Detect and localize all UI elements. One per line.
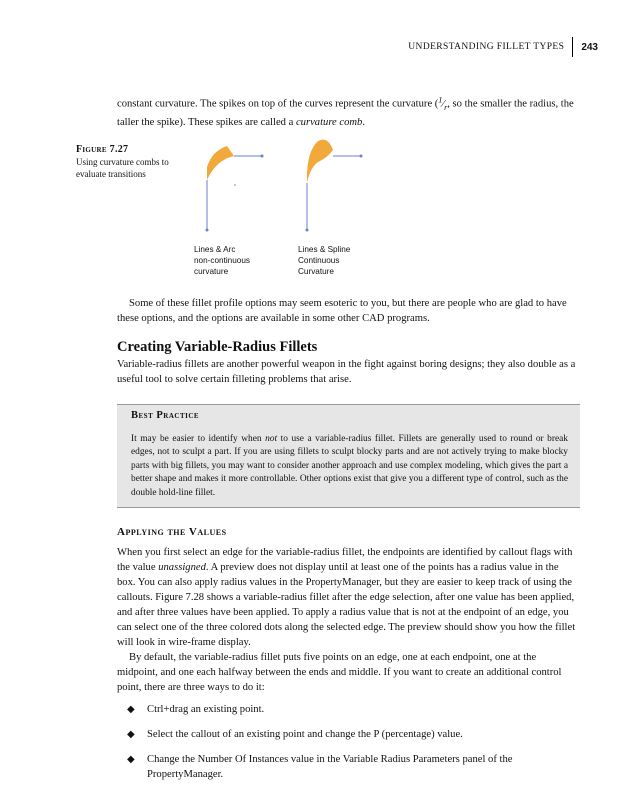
best-practice-title: Best Practice <box>131 410 200 421</box>
right-label-line-1: Lines & Spline <box>298 245 351 254</box>
figure-label: Figure 7.27 <box>76 144 129 155</box>
esoteric-paragraph <box>117 296 579 326</box>
curvature-comb-term: curvature comb <box>295 116 363 128</box>
fraction-denominator: r <box>444 102 448 112</box>
applying-p1-pre: When you first select an edge for the variable-radius fillet, the endpoints are identified by callout flags with the value <box>117 547 573 573</box>
variable-radius-paragraph <box>117 357 579 387</box>
arc-curvature-comb <box>207 146 234 180</box>
variable-radius-text: Variable-radius fillets are another powerful weapon in the fight against boring designs; they also double as a useful tool to solve certain filleting problems that arise. <box>117 359 576 385</box>
section-heading: Creating Variable-Radius Fillets <box>117 339 318 355</box>
best-practice-text <box>131 433 568 500</box>
left-label-line-1: Lines & Arc <box>194 245 236 254</box>
right-figure-label <box>298 244 350 277</box>
left-center-dot <box>234 184 236 186</box>
running-header <box>408 37 598 57</box>
subsection-heading: Applying the Values <box>117 526 227 538</box>
esoteric-text: Some of these fillet profile options may seem esoteric to you, but there are people who are glad to have these options, and the options are available in some other CAD programs. <box>117 298 567 324</box>
list-item-text: Ctrl+drag an existing point. <box>147 704 265 715</box>
bp-text-post: to use a variable-radius fillet. Fillets are generally used to round or break edges, not to sculpt a part. If you are using fillets to sculpt blocky parts and are not actively trying to make blocky parts with big fillets, you may want to consider another approach and use complex modeling, which gives the part a better shape and makes it more controllable. Other options exist that give you a different type of control, such as the double hold-line fillet. <box>131 434 568 498</box>
figure-caption <box>76 144 186 180</box>
applying-paragraph-2: By default, the variable-radius fillet puts five points on an edge, one at each endpoint, one at the midpoint, and one each halfway between the ends and middle. If you want to create an additional control point, there are three ways to do it: <box>117 652 562 693</box>
list-item <box>127 727 579 742</box>
figure-7-27 <box>190 138 390 283</box>
bp-emphasis: not <box>265 434 278 444</box>
list-item <box>127 752 579 782</box>
applying-p1-post: . A preview does not display until at least one of the points has a radius value in the box. You can also apply radius values in the PropertyManager, but they are easier to keep track of using the callouts. Figure 7.28 shows a variable-radius fillet after the edge selection, after one value has been applied, and after three values have been applied. To apply a radius value that is not at the endpoint of an edge, you can select one of the three colored dots along the selected edge. The preview should show you how the fillet will look in wire-frame display. <box>117 562 576 648</box>
bp-text-pre: It may be easier to identify when <box>131 434 266 444</box>
lines-spline-illustration <box>306 140 363 232</box>
unassigned-term: unassigned <box>158 562 206 573</box>
right-end-dot <box>306 229 309 232</box>
running-header-title: UNDERSTANDING FILLET TYPES <box>408 42 565 52</box>
left-label-line-2: non-continuous <box>194 256 250 265</box>
left-figure-label <box>194 244 250 277</box>
list-item-text: Change the Number Of Instances value in the Variable Radius Parameters panel of the PropertyManager. <box>147 754 513 780</box>
list-item <box>127 702 579 717</box>
intro-text-2: , so the smaller the radius, the taller the spike). These spikes are called a <box>117 98 574 128</box>
right-label-line-3: Curvature <box>298 267 334 276</box>
curvature-fraction: $^1⁄_r$ <box>438 95 448 112</box>
diamond-bullet-icon: ◆ <box>127 704 135 715</box>
applying-values-paragraphs <box>117 545 579 695</box>
right-end-dot-top <box>360 155 363 158</box>
diamond-bullet-icon: ◆ <box>127 754 135 765</box>
intro-text-1: constant curvature. The spikes on top of the curves represent the curvature ( <box>117 98 439 110</box>
header-divider <box>572 37 573 57</box>
applying-paragraph-1 <box>117 545 579 650</box>
fraction-numerator: 1 <box>438 95 443 104</box>
figure-caption-text: Using curvature combs to evaluate transitions <box>76 157 169 179</box>
best-practice-box <box>117 404 580 508</box>
intro-text-3: . <box>362 116 365 128</box>
spline-curvature-comb <box>307 140 333 183</box>
page-number: 243 <box>581 41 598 53</box>
diamond-bullet-icon: ◆ <box>127 729 135 740</box>
intro-paragraph <box>117 92 579 130</box>
list-item-text: Select the callout of an existing point and change the P (percentage) value. <box>147 729 463 740</box>
lines-arc-illustration <box>206 146 264 232</box>
left-end-dot <box>206 229 209 232</box>
left-end-dot-top <box>261 155 264 158</box>
right-label-line-2: Continuous <box>298 256 340 265</box>
left-label-line-3: curvature <box>194 267 229 276</box>
control-point-methods-list <box>127 702 579 792</box>
